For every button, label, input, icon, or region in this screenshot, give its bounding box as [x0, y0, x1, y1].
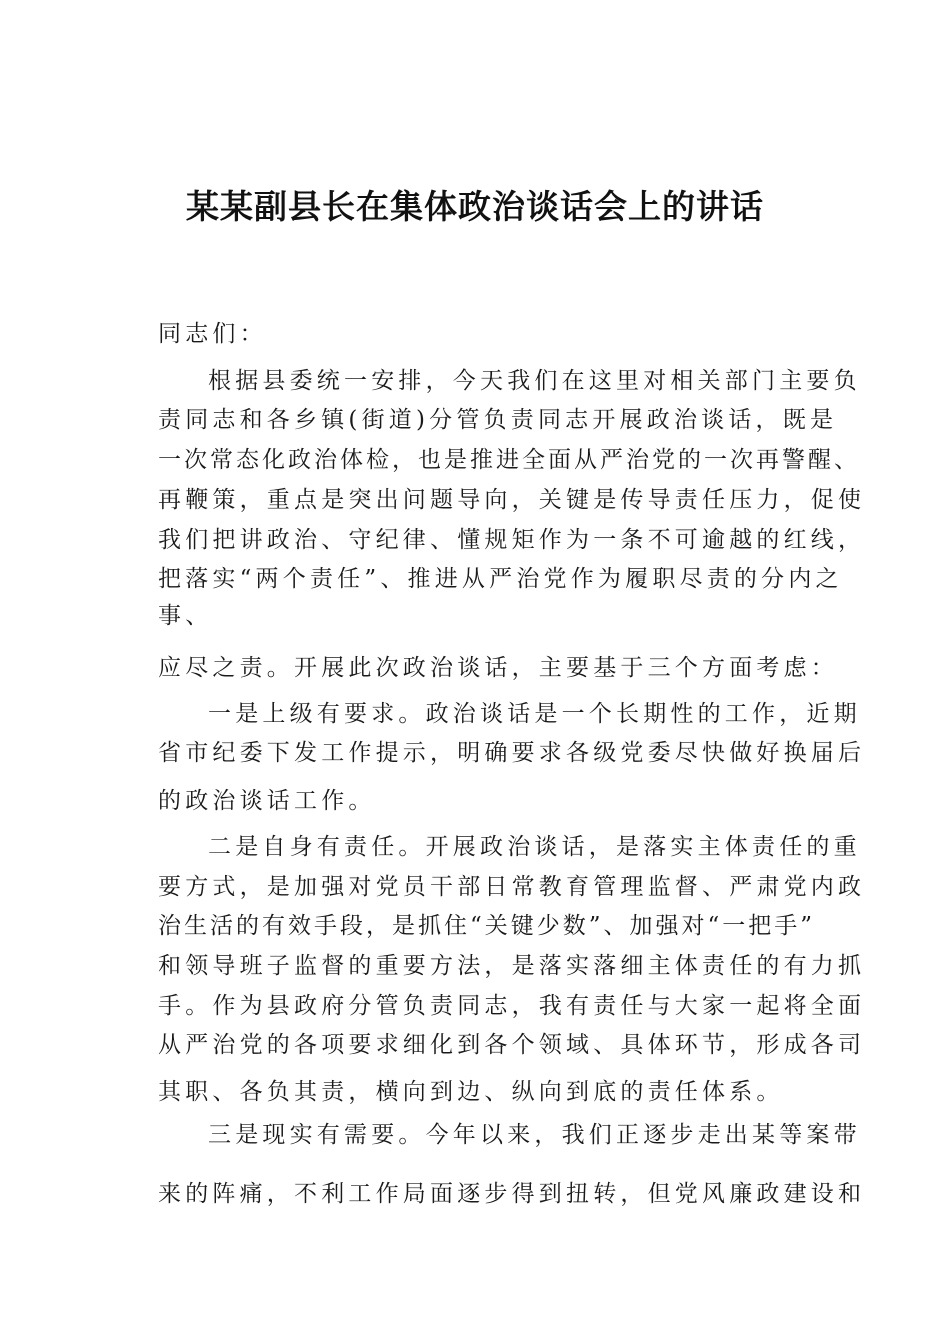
body-line: 来的阵痛，不利工作局面逐步得到扭转，但党风廉政建设和	[158, 1181, 866, 1207]
body-line: 省市纪委下发工作提示，明确要求各级党委尽快做好换届后	[158, 740, 866, 766]
body-line: 应尽之责。开展此次政治谈话，主要基于三个方面考虑：	[158, 655, 838, 681]
body-line: 责同志和各乡镇(街道)分管负责同志开展政治谈话，既是	[158, 407, 838, 433]
body-line: 我们把讲政治、守纪律、懂规矩作为一条不可逾越的红线，	[158, 527, 866, 553]
body-line: 手。作为县政府分管负责同志，我有责任与大家一起将全面	[158, 993, 866, 1019]
document-title: 某某副县长在集体政治谈话会上的讲话	[186, 187, 764, 226]
body-line: 把落实“两个责任”、推进从严治党作为履职尽责的分内之	[158, 566, 843, 592]
body-line: 一是上级有要求。政治谈话是一个长期性的工作，近期	[208, 701, 861, 727]
body-line: 二是自身有责任。开展政治谈话，是落实主体责任的重	[208, 834, 861, 860]
body-line: 事、	[158, 603, 213, 629]
body-line: 的政治谈话工作。	[158, 788, 376, 814]
body-line: 从严治党的各项要求细化到各个领域、具体环节，形成各司	[158, 1032, 866, 1058]
body-line: 和领导班子监督的重要方法，是落实落细主体责任的有力抓	[158, 953, 866, 979]
body-line: 要方式，是加强对党员干部日常教育管理监督、严肃党内政	[158, 874, 866, 900]
body-line: 治生活的有效手段，是抓住“关键少数”、加强对“一把手”	[158, 913, 816, 939]
body-line: 其职、各负其责，横向到边、纵向到底的责任体系。	[158, 1079, 784, 1105]
body-line: 再鞭策，重点是突出问题导向，关键是传导责任压力，促使	[158, 487, 866, 513]
body-line: 一次常态化政治体检，也是推进全面从严治党的一次再警醒、	[158, 447, 860, 473]
body-line: 根据县委统一安排，今天我们在这里对相关部门主要负	[208, 368, 861, 394]
body-line: 三是现实有需要。今年以来，我们正逐步走出某等案带	[208, 1122, 861, 1148]
salutation-line: 同志们：	[158, 321, 267, 347]
